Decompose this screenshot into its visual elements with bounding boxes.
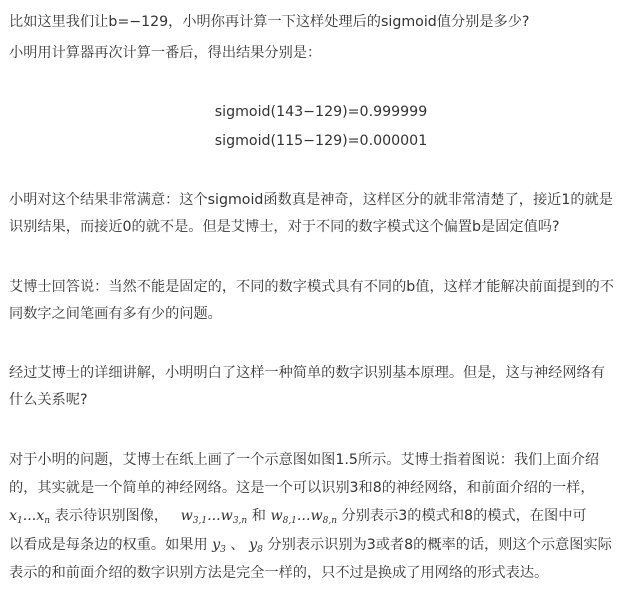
paragraph-line: 比如这里我们让b=−129，小明你再计算一下这样处理后的sigmoid值分别是多少? <box>9 14 530 30</box>
math-xn: $x_n$ <box>36 508 51 526</box>
paragraph-line: 小明用计算器再次计算一番后，得出结果分别是： <box>9 45 322 61</box>
paragraph-line-with-math <box>9 535 635 555</box>
inline-text: 表示待识别图像， <box>54 508 169 524</box>
math-y3: $y_3$ <box>212 537 226 555</box>
paragraph-line: 什么关系呢? <box>9 392 88 408</box>
paragraph-line-with-math <box>9 506 635 526</box>
inline-text: 和 <box>251 508 266 524</box>
paragraph-line: 同数字之间笔画有多有少的问题。 <box>9 306 222 322</box>
paragraph-line: 经过艾博士的详细讲解，小明明白了这样一种简单的数字识别基本原理。但是，这与神经网络有 <box>9 365 605 381</box>
inline-text: 分别表示3的模式和8的模式，在图中可 <box>341 508 587 524</box>
paragraph-line: 小明对这个结果非常满意：这个sigmoid函数真是神奇，这样区分的就非常清楚了，接近1的就是 <box>9 192 613 208</box>
paragraph-line: 的，其实就是一个简单的神经网络。这是一个可以识别3和8的神经网络，和前面介绍的一样， <box>9 480 595 496</box>
inline-text: 以看成是每条边的权重。如果用 <box>9 537 208 553</box>
formula-sigmoid-115: sigmoid(115−129)=0.000001 <box>214 133 428 149</box>
paragraph-line: 表示的和前面介绍的数字识别方法是完全一样的，只不过是换成了用网络的形式表达。 <box>9 565 549 581</box>
paragraph-line: 艾博士回答说：当然不能是固定的，不同的数字模式具有不同的b值，这样才能解决前面提到的不 <box>9 279 614 295</box>
math-w3: $w_{3,1}...w_{3,n}$ <box>180 508 248 526</box>
math-x1: $x_1$ <box>9 508 23 526</box>
math-w8: $w_{8,1}...w_{8,n}$ <box>270 508 337 526</box>
paragraph-line: 识别结果，而接近0的就不是。但是艾博士，对于不同的数字模式这个偏置b是固定值吗? <box>9 219 560 235</box>
inline-text: 分别表示识别为3或者8的概率的话，则这个示意图实际 <box>267 537 612 553</box>
formula-sigmoid-143: sigmoid(143−129)=0.999999 <box>214 104 428 120</box>
paragraph-line: 对于小明的问题，艾博士在纸上画了一个示意图如图1.5所示。艾博士指着图说：我们上面介绍 <box>9 452 600 468</box>
math-dots: ... <box>22 508 37 524</box>
inline-text: 、 <box>230 537 245 553</box>
math-y8: $y_8$ <box>249 537 263 555</box>
